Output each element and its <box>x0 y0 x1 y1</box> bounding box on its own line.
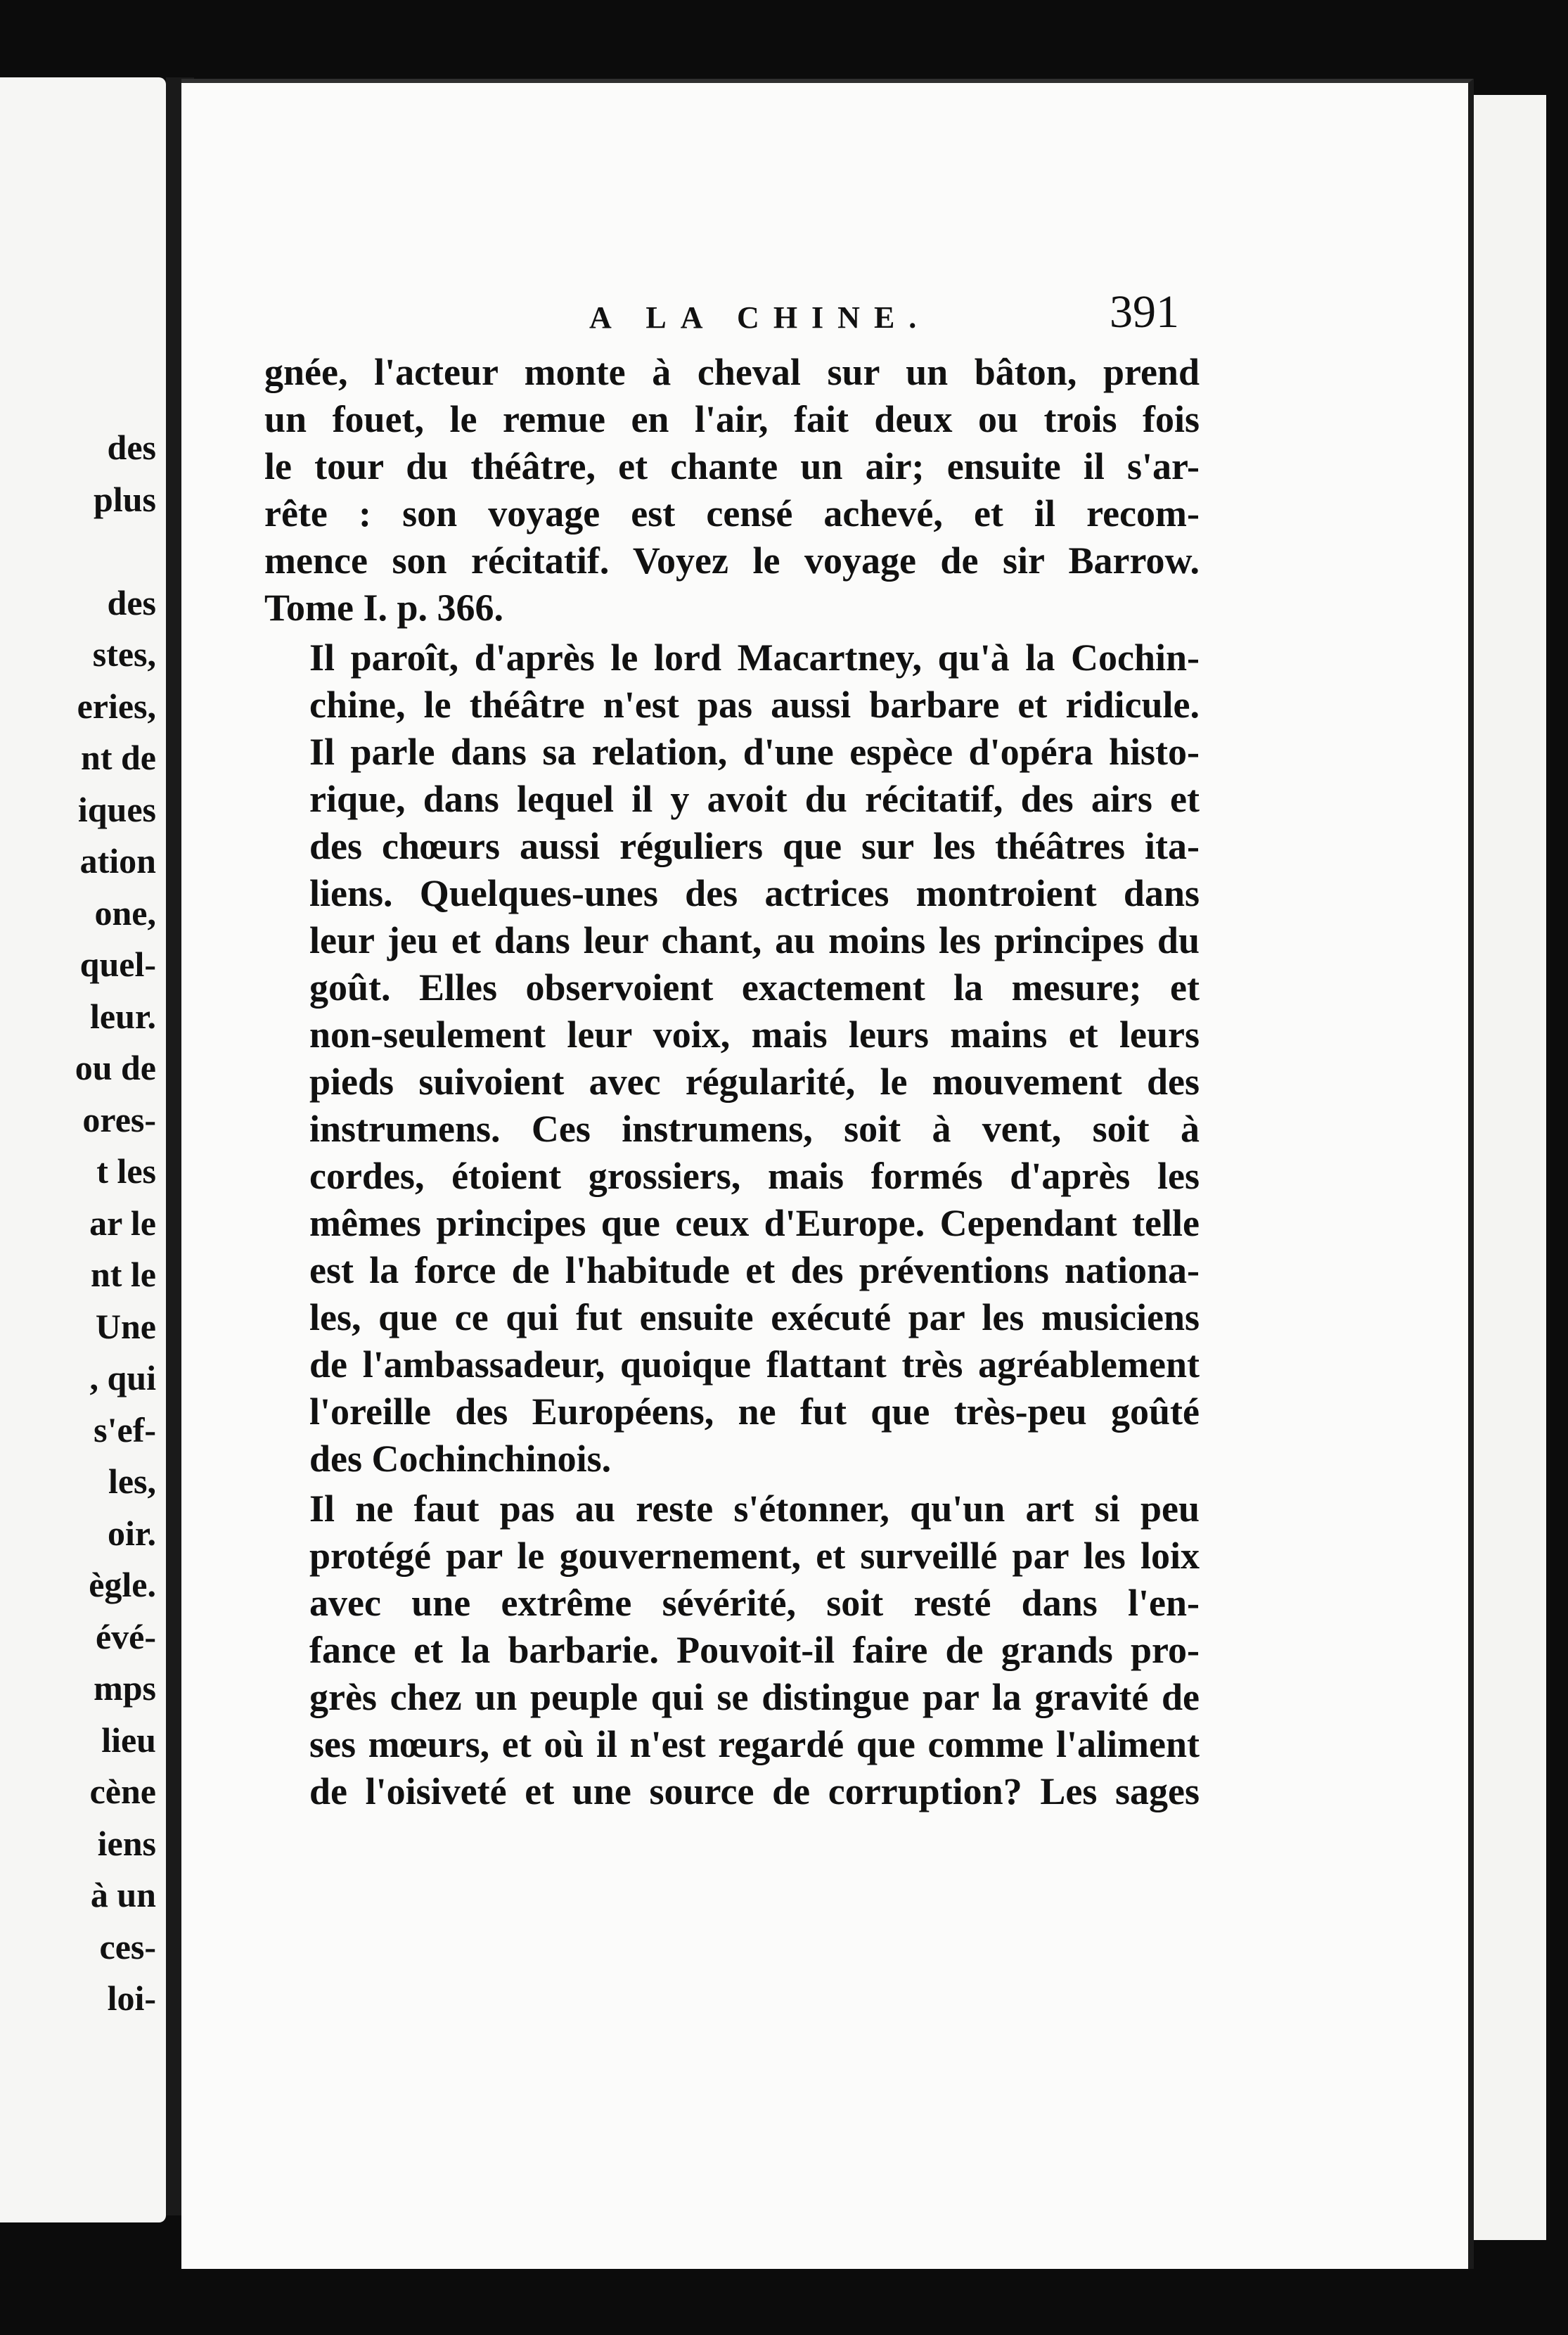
text-line: est la force de l'habitude et des préventions nationa- <box>309 1249 1200 1291</box>
text-line: chine, le théâtre n'est pas aussi barbare et ridicule. <box>309 684 1200 726</box>
text-line: instrumens. Ces instrumens, soit à vent, soit à <box>309 1108 1200 1150</box>
left-page-fragment: iens <box>97 1823 156 1863</box>
text-line: le tour du théâtre, et chante un air; ensuite il s'ar- <box>264 445 1200 487</box>
left-page-fragment: à un <box>90 1875 156 1914</box>
text-line: mêmes principes que ceux d'Europe. Cependant telle <box>309 1202 1200 1244</box>
paragraph-1 <box>264 349 1200 632</box>
left-page-fragment: mps <box>94 1668 156 1708</box>
text-line: Il paroît, d'après le lord Macartney, qu'à la Cochin- <box>309 636 1200 679</box>
text-line: un fouet, le remue en l'air, fait deux ou trois fois <box>264 398 1200 440</box>
text-line: Il parle dans sa relation, d'une espèce d'opéra histo- <box>309 731 1200 773</box>
left-page-fragment: nt le <box>90 1255 156 1294</box>
left-page-fragment: loi- <box>107 1978 156 2018</box>
left-page-fragment: stes, <box>92 634 156 674</box>
left-page-fragment: , qui <box>89 1358 156 1397</box>
text-line: ses mœurs, et où il n'est regardé que comme l'aliment <box>309 1723 1200 1765</box>
text-line: mence son récitatif. Voyez le voyage de sir Barrow. <box>264 539 1200 582</box>
text-line: protégé par le gouvernement, et surveillé par les loix <box>309 1535 1200 1577</box>
page-number: 391 <box>1110 286 1179 338</box>
text-line: de l'ambassadeur, quoique flattant très agréablement <box>309 1343 1200 1386</box>
left-page-fragment: Une <box>95 1306 156 1346</box>
left-page-fragment: iques <box>77 789 156 829</box>
text-line: non-seulement leur voix, mais leurs mains et leurs <box>309 1013 1200 1056</box>
text-line: gnée, l'acteur monte à cheval sur un bâton, prend <box>264 351 1200 393</box>
left-page-fragment: cène <box>89 1772 156 1811</box>
text-line: cordes, étoient grossiers, mais formés d'après les <box>309 1155 1200 1197</box>
running-title: A LA CHINE. <box>589 300 931 335</box>
left-page-fragment: leur. <box>90 996 156 1036</box>
text-line: grès chez un peuple qui se distingue par la gravité de <box>309 1676 1200 1718</box>
body-text <box>264 349 1200 1815</box>
text-line: de l'oisiveté et une source de corruption? Les sages <box>309 1770 1200 1812</box>
left-page-fragment: eries, <box>77 686 156 726</box>
left-page-fragment: lieu <box>101 1720 156 1760</box>
left-page-fragment: les, <box>108 1461 156 1501</box>
book-page <box>181 79 1474 2269</box>
left-page-fragment: ar le <box>89 1203 156 1243</box>
text-line: rique, dans lequel il y avoit du récitatif, des airs et <box>309 778 1200 820</box>
text-line: les, que ce qui fut ensuite exécuté par les musiciens <box>309 1296 1200 1338</box>
left-facing-page <box>0 77 166 2222</box>
text-line: des Cochinchinois. <box>309 1438 612 1480</box>
text-line: avec une extrême sévérité, soit resté dans l'en- <box>309 1582 1200 1624</box>
left-page-fragment: t les <box>96 1151 156 1191</box>
paragraph-2 <box>264 634 1200 1483</box>
text-line: goût. Elles observoient exactement la mesure; et <box>309 966 1200 1009</box>
left-page-fragment: ores- <box>82 1099 156 1139</box>
text-line: l'oreille des Européens, ne fut que très-peu goûté <box>309 1390 1200 1433</box>
left-page-fragment: quel- <box>79 945 156 984</box>
left-page-fragment: des <box>107 582 156 622</box>
running-head <box>181 279 1468 342</box>
text-line: pieds suivoient avec régularité, le mouvement des <box>309 1061 1200 1103</box>
left-page-fragment: des <box>107 428 156 467</box>
text-line: des chœurs aussi réguliers que sur les théâtres ita- <box>309 825 1200 867</box>
left-page-fragment: oir. <box>108 1513 156 1553</box>
left-page-fragment: ou de <box>75 1048 156 1087</box>
text-line: Il ne faut pas au reste s'étonner, qu'un art si peu <box>309 1488 1200 1530</box>
text-line: fance et la barbarie. Pouvoit-il faire de grands pro- <box>309 1629 1200 1671</box>
left-page-fragment: ègle. <box>89 1565 156 1604</box>
left-page-fragment: plus <box>94 479 156 519</box>
text-line: leur jeu et dans leur chant, au moins les principes du <box>309 919 1200 961</box>
left-page-fragment: ation <box>79 841 156 881</box>
text-line: Tome I. p. 366. <box>264 587 504 629</box>
left-page-fragment: s'ef- <box>94 1409 156 1450</box>
paragraph-3 <box>264 1485 1200 1815</box>
left-page-fragment: nt de <box>81 738 156 777</box>
left-page-fragment: évé- <box>95 1616 156 1656</box>
left-page-text-fragments <box>1 422 156 2025</box>
left-page-fragment: ces- <box>99 1926 156 1966</box>
text-line: liens. Quelques-unes des actrices montroient dans <box>309 872 1200 914</box>
left-page-fragment: one, <box>94 893 156 933</box>
left-page-fragment <box>1 525 156 577</box>
text-line: rête : son voyage est censé achevé, et il recom- <box>264 492 1200 535</box>
